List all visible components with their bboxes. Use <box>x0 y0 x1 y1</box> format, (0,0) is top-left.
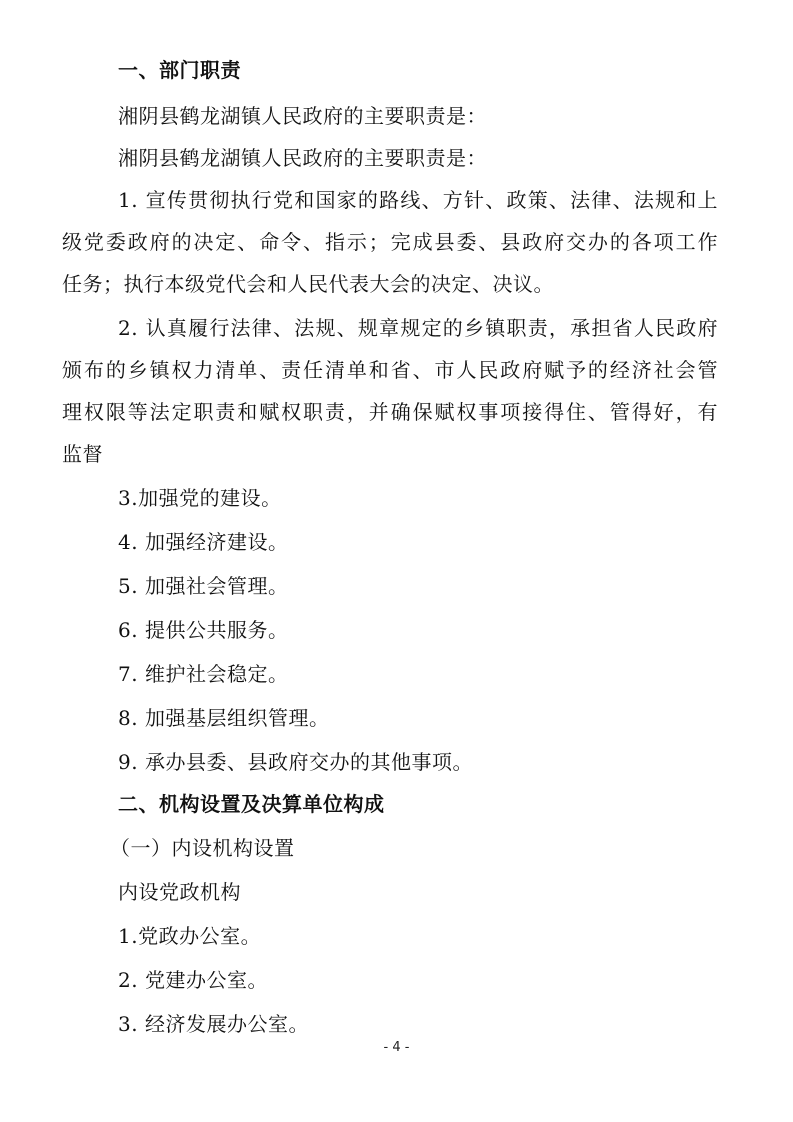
item-2-line-3: 理权限等法定职责和赋权职责，并确保赋权事项接得住、管得好，有 <box>62 400 718 424</box>
item-9: 9. 承办县委、县政府交办的其他事项。 <box>118 750 473 774</box>
item-2-line-2: 颁布的乡镇权力清单、责任清单和省、市人民政府赋予的经济社会管 <box>62 358 718 382</box>
section-2-title: 二、机构设置及决算单位构成 <box>118 792 385 816</box>
item-8: 8. 加强基层组织管理。 <box>118 706 330 730</box>
item-3: 3.加强党的建设。 <box>118 486 282 510</box>
item-6: 6. 提供公共服务。 <box>118 618 289 642</box>
item-1-line-3: 任务；执行本级党代会和人民代表大会的决定、决议。 <box>62 272 554 296</box>
page-number: - 4 - <box>383 1040 410 1055</box>
section-2-subtitle: （一）内设机构设置 <box>110 836 295 860</box>
item-2-line-1: 2. 认真履行法律、法规、规章规定的乡镇职责，承担省人民政府 <box>118 316 718 340</box>
org-item-3: 3. 经济发展办公室。 <box>118 1012 309 1036</box>
section-2-label: 内设党政机构 <box>118 880 241 904</box>
section-1-title: 一、部门职责 <box>118 58 241 82</box>
item-4: 4. 加强经济建设。 <box>118 530 289 554</box>
item-2-line-4: 监督 <box>62 442 103 466</box>
section-1-intro-1: 湘阴县鹤龙湖镇人民政府的主要职责是： <box>118 104 487 128</box>
item-5: 5. 加强社会管理。 <box>118 574 289 598</box>
item-1-line-1: 1. 宣传贯彻执行党和国家的路线、方针、政策、法律、法规和上 <box>118 188 718 212</box>
item-7: 7. 维护社会稳定。 <box>118 662 289 686</box>
org-item-1: 1.党政办公室。 <box>118 924 262 948</box>
item-1-line-2: 级党委政府的决定、命令、指示；完成县委、县政府交办的各项工作 <box>62 230 718 254</box>
org-item-2: 2. 党建办公室。 <box>118 968 268 992</box>
section-1-intro-2: 湘阴县鹤龙湖镇人民政府的主要职责是： <box>118 146 487 170</box>
